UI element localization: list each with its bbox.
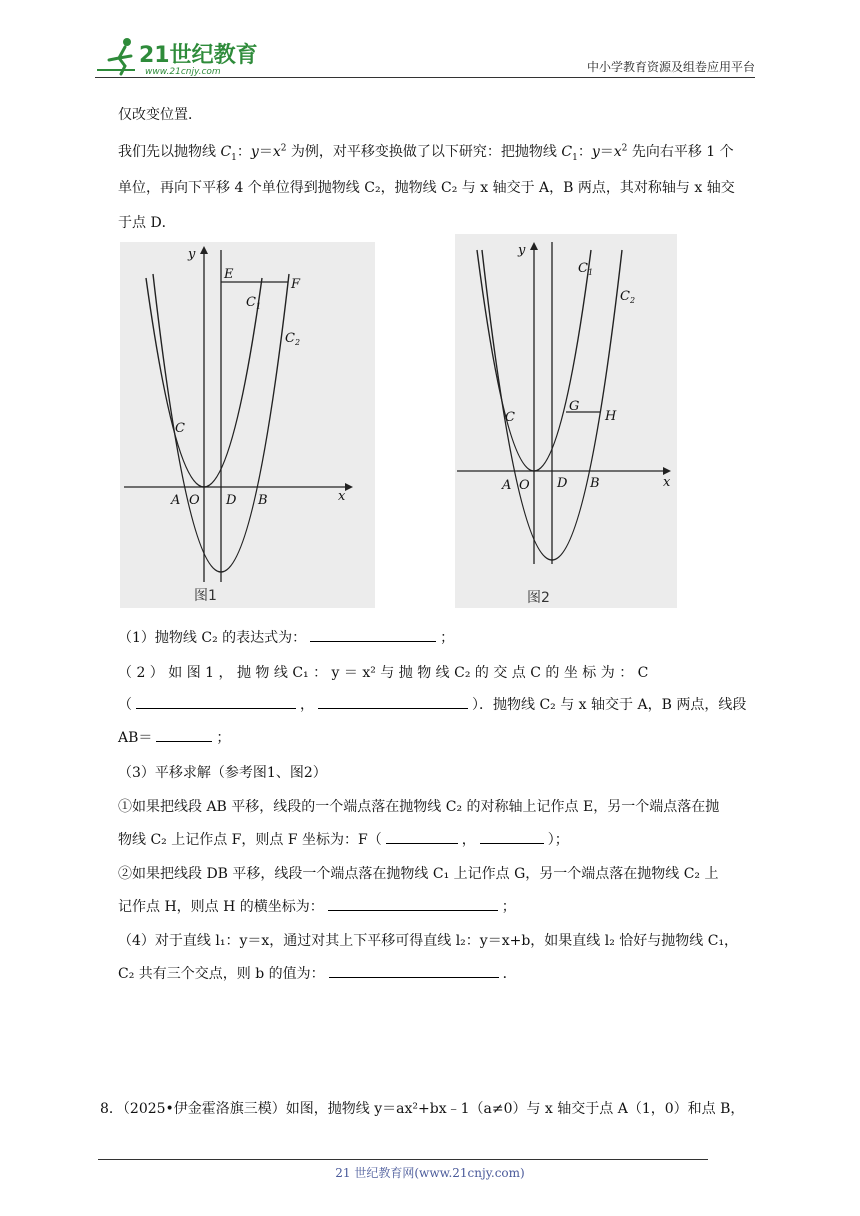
question-2a: （ 2 ） 如 图 1 ， 抛 物 线 C₁ ： y ＝ x² 与 抛 物 线 C₂ 的 交 点 C 的 坐 标 为 ： C xyxy=(118,665,649,681)
intro-line3: 于点 D． xyxy=(118,215,176,231)
answer-blank-3-1a[interactable] xyxy=(386,829,458,844)
fig1-A: A xyxy=(171,493,181,508)
answer-blank-3-2[interactable] xyxy=(328,896,498,911)
fig2-C2-label: $C_2$ xyxy=(620,289,636,305)
fig1-O: O xyxy=(189,493,200,508)
answer-blank-4[interactable] xyxy=(329,963,499,978)
intro-line1b: 为例，对平移变换做了以下研究：把抛物线 xyxy=(290,144,562,160)
intro-line1a: 我们先以抛物线 xyxy=(118,144,221,160)
fig1-D: D xyxy=(226,493,237,508)
answer-blank-2c[interactable] xyxy=(156,727,212,742)
answer-blank-3-1b[interactable] xyxy=(480,829,544,844)
figure-1 xyxy=(120,242,375,608)
fig1-F: F xyxy=(291,277,301,292)
fig2-G: G xyxy=(569,399,580,414)
fig2-O: O xyxy=(519,478,530,493)
question-3: （3）平移求解（参考图1、图2） xyxy=(118,765,327,781)
intro-line0: 仅改变位置． xyxy=(118,107,202,123)
fig2-D: D xyxy=(557,476,568,491)
fig1-C: C xyxy=(175,421,185,436)
runner-icon xyxy=(97,38,135,74)
platform-name: 中小学教育资源及组卷应用平台 xyxy=(586,60,755,74)
fig2-C1-label: $C_1$ xyxy=(578,261,594,277)
header-divider xyxy=(95,77,755,78)
footer-text[interactable]: 21 世纪教育网(www.21cnjy.com) xyxy=(335,1166,525,1180)
answer-blank-1[interactable] xyxy=(310,627,436,642)
fig2-H: H xyxy=(605,409,617,424)
question-4b: C₂ 共有三个交点，则 b 的值为： ． xyxy=(118,963,517,983)
fig2-C: C xyxy=(505,410,515,425)
fig2-y-label: y xyxy=(518,243,526,258)
question-1: （1）抛物线 C₂ 的表达式为： ； xyxy=(118,627,454,647)
fig1-B: B xyxy=(258,493,268,508)
question-3-2b: 记作点 H，则点 H 的横坐标为： ； xyxy=(118,896,516,916)
fig2-x-label: x xyxy=(663,475,671,490)
fig1-caption: 图1 xyxy=(194,588,217,604)
fig1-E: E xyxy=(224,267,234,282)
fig2-A: A xyxy=(502,478,512,493)
intro-line1c: 先向右平移 1 个 xyxy=(631,144,734,160)
question-3-1b: 物线 C₂ 上记作点 F，则点 F 坐标为：F（ ， ）； xyxy=(118,829,569,849)
question-4a: （4）对于直线 l₁：y＝x，通过对其上下平移可得直线 l₂：y＝x+b，如果直线 l₂ 恰好与抛物线 C₁， xyxy=(118,933,739,949)
fig1-y-label: y xyxy=(188,247,196,262)
question-2b: （ ， ）．抛物线 C₂ 与 x 轴交于 A，B 两点，线段 xyxy=(118,694,746,714)
intro-line1: 我们先以抛物线 $C_1$：$y=x^2$ 为例，对平移变换做了以下研究：把抛物线 $C_1$：$y=x^2$ 先向右平移 1 个 xyxy=(118,143,734,163)
answer-blank-2a[interactable] xyxy=(136,694,296,709)
problem-8: 8．（2025•伊金霍洛旗三模）如图，抛物线 y＝ax²+bx﹣1（a≠0）与 x 轴交于点 A（1，0）和点 B， xyxy=(100,1101,745,1117)
figure-2 xyxy=(455,234,677,608)
question-3-2a: ②如果把线段 DB 平移，线段一个端点落在抛物线 C₁ 上记作点 G，另一个端点落在抛物线 C₂ 上 xyxy=(118,866,719,882)
fig1-C1-label: $C_1$ xyxy=(246,295,262,311)
answer-blank-2b[interactable] xyxy=(318,694,468,709)
site-logo xyxy=(95,36,265,78)
footer-divider xyxy=(98,1159,708,1160)
fig1-x-label: x xyxy=(338,489,346,504)
question-2c: AB＝ ； xyxy=(118,727,230,747)
question-3-1a: ①如果把线段 AB 平移，线段的一个端点落在抛物线 C₂ 的对称轴上记作点 E，另一个端点落在抛 xyxy=(118,799,720,815)
logo-text: 21世纪教育 xyxy=(139,43,258,68)
logo-url: www.21cnjy.com xyxy=(145,67,221,77)
intro-line2: 单位，再向下平移 4 个单位得到抛物线 C₂，抛物线 C₂ 与 x 轴交于 A，B 两点，其对称轴与 x 轴交 xyxy=(118,180,735,196)
fig1-C2-label: $C_2$ xyxy=(285,331,301,347)
fig2-B: B xyxy=(590,476,600,491)
fig2-caption: 图2 xyxy=(527,590,550,606)
